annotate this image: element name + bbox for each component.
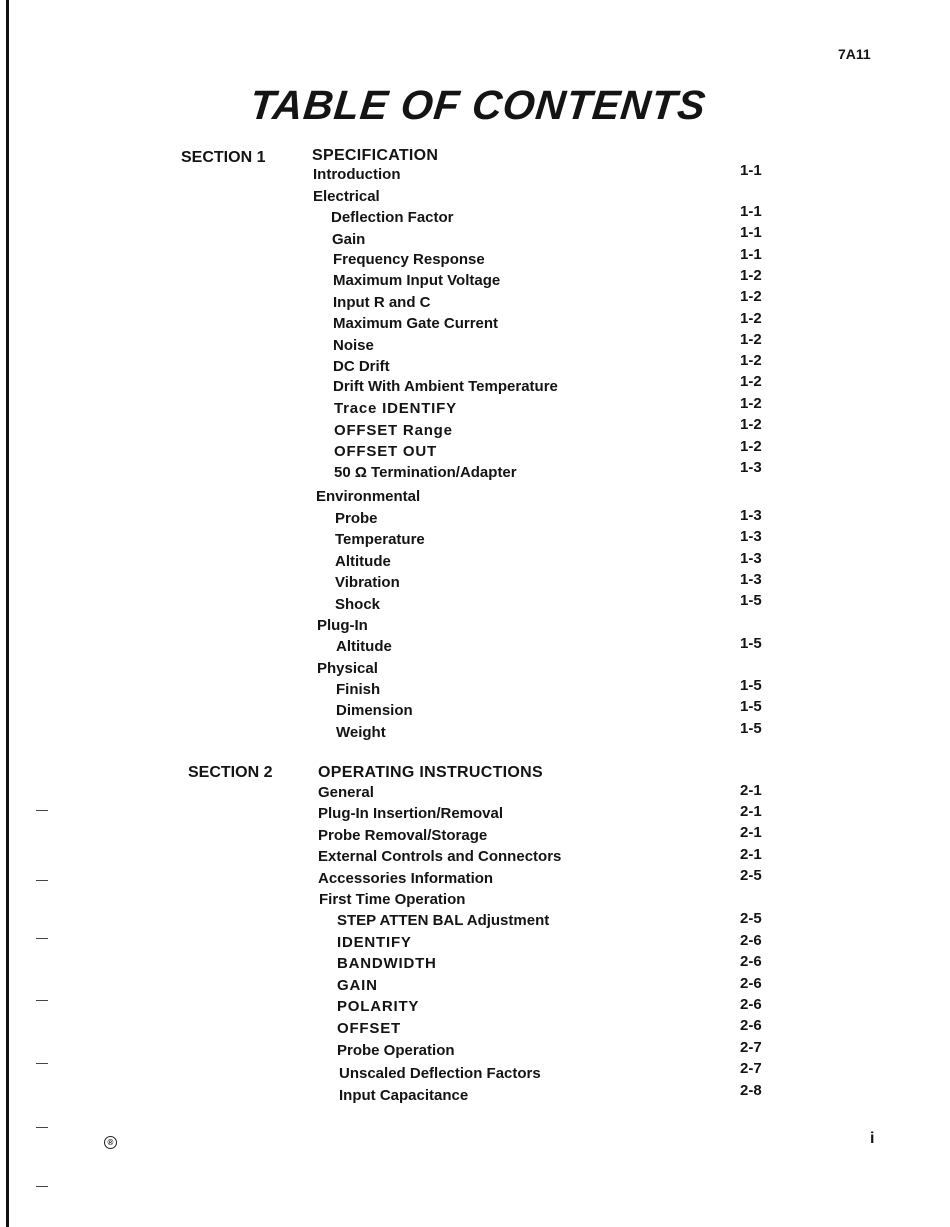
toc-entry: General — [318, 784, 374, 801]
toc-entry: Vibration — [335, 574, 400, 591]
toc-entry: Input R and C — [333, 294, 431, 311]
margin-tick — [36, 1186, 48, 1187]
toc-page-number: 1-2 — [740, 416, 762, 433]
toc-page-number: 1-5 — [740, 592, 762, 609]
section-1-label: SECTION 1 — [181, 149, 266, 166]
toc-entry: Gain — [332, 231, 366, 248]
toc-entry: OFFSET Range — [334, 422, 453, 439]
toc-entry: 50 Ω Termination/Adapter — [334, 464, 517, 481]
section-1-heading: SPECIFICATION — [312, 147, 439, 164]
toc-page-number: 2-1 — [740, 824, 762, 841]
margin-tick — [36, 1063, 48, 1064]
toc-entry: Frequency Response — [333, 251, 485, 268]
toc-entry: Temperature — [335, 531, 425, 548]
toc-entry: Noise — [333, 337, 374, 354]
toc-page-number: 1-1 — [740, 224, 762, 241]
toc-entry: Altitude — [336, 638, 392, 655]
toc-entry: Dimension — [336, 702, 413, 719]
section-2-label: SECTION 2 — [188, 764, 273, 781]
toc-page-number: 2-7 — [740, 1060, 762, 1077]
toc-page-number: 1-3 — [740, 459, 762, 476]
document-id: 7A11 — [838, 46, 871, 62]
toc-page-number: 2-6 — [740, 996, 762, 1013]
toc-page-number: 1-2 — [740, 395, 762, 412]
toc-page-number: 1-3 — [740, 507, 762, 524]
toc-page-number: 1-2 — [740, 288, 762, 305]
toc-entry: Maximum Input Voltage — [333, 272, 501, 289]
toc-entry: Unscaled Deflection Factors — [339, 1065, 541, 1082]
toc-entry: Drift With Ambient Temperature — [333, 378, 558, 395]
toc-entry: Plug-In Insertion/Removal — [318, 805, 504, 822]
toc-page-number: 1-3 — [740, 571, 762, 588]
margin-tick — [36, 1127, 48, 1128]
toc-page-number: 2-1 — [740, 803, 762, 820]
toc-entry: Shock — [335, 596, 381, 613]
toc-group-heading: Environmental — [316, 488, 421, 505]
toc-entry: POLARITY — [337, 998, 420, 1015]
toc-page-number: 2-6 — [740, 975, 762, 992]
toc-page-number: 1-2 — [740, 373, 762, 390]
toc-page-number: 1-2 — [740, 331, 762, 348]
toc-entry: Probe — [335, 510, 378, 527]
toc-page-number: 2-6 — [740, 1017, 762, 1034]
toc-page-number: 1-2 — [740, 267, 762, 284]
toc-group-heading: First Time Operation — [319, 891, 466, 908]
toc-page-number: 2-8 — [740, 1082, 762, 1099]
toc-page-number: 2-5 — [740, 910, 762, 927]
binding-edge — [6, 0, 9, 1227]
toc-entry: Probe Removal/Storage — [318, 827, 488, 844]
toc-entry: Weight — [336, 724, 386, 741]
margin-tick — [36, 810, 48, 811]
toc-entry: Deflection Factor — [331, 209, 454, 226]
toc-page-number: 1-5 — [740, 677, 762, 694]
toc-page-number: 1-5 — [740, 635, 762, 652]
toc-entry: Finish — [336, 681, 381, 698]
toc-group-heading: Physical — [317, 660, 378, 677]
toc-group-heading: Plug-In — [317, 617, 368, 634]
toc-entry: Input Capacitance — [339, 1087, 469, 1104]
toc-page-number: 1-2 — [740, 352, 762, 369]
toc-page-number: 2-5 — [740, 867, 762, 884]
toc-entry: Altitude — [335, 553, 391, 570]
toc-entry: Trace IDENTIFY — [334, 400, 457, 417]
toc-entry: OFFSET — [337, 1020, 401, 1037]
toc-group-heading: Electrical — [313, 188, 380, 205]
toc-entry: External Controls and Connectors — [318, 848, 562, 865]
toc-page-number: 1-5 — [740, 720, 762, 737]
toc-page-number: 2-1 — [740, 846, 762, 863]
toc-page-number: 1-2 — [740, 310, 762, 327]
toc-entry: DC Drift — [333, 358, 390, 375]
toc-entry: IDENTIFY — [337, 934, 412, 951]
toc-page-number: 1-1 — [740, 246, 762, 263]
toc-entry: OFFSET OUT — [334, 443, 437, 460]
toc-page-number: 2-6 — [740, 932, 762, 949]
toc-page-number: 1-3 — [740, 550, 762, 567]
toc-page-number: 2-1 — [740, 782, 762, 799]
toc-entry: GAIN — [337, 977, 378, 994]
section-2-heading: OPERATING INSTRUCTIONS — [318, 764, 543, 781]
toc-entry: STEP ATTEN BAL Adjustment — [337, 912, 550, 929]
page-title: TABLE OF CONTENTS — [247, 82, 709, 128]
toc-page-number: 1-1 — [740, 203, 762, 220]
margin-tick — [36, 938, 48, 939]
margin-tick — [36, 880, 48, 881]
page-number: i — [870, 1130, 875, 1147]
toc-entry: Introduction — [313, 166, 401, 183]
toc-page-number: 1-2 — [740, 438, 762, 455]
toc-page-number: 2-7 — [740, 1039, 762, 1056]
toc-entry: BANDWIDTH — [337, 955, 437, 972]
registered-trademark-icon: ® — [104, 1136, 117, 1149]
margin-tick — [36, 1000, 48, 1001]
toc-page-number: 1-5 — [740, 698, 762, 715]
toc-page-number: 1-1 — [740, 162, 762, 179]
toc-entry: Maximum Gate Current — [333, 315, 499, 332]
toc-entry: Accessories Information — [318, 870, 494, 887]
toc-page-number: 2-6 — [740, 953, 762, 970]
toc-page-number: 1-3 — [740, 528, 762, 545]
toc-entry: Probe Operation — [337, 1042, 455, 1059]
